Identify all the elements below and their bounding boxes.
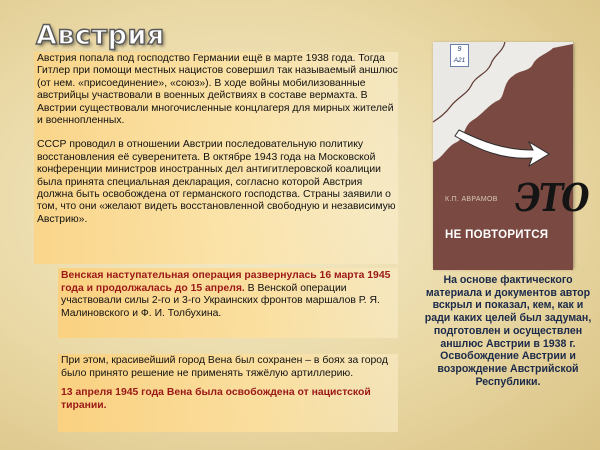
main-text-box (34, 52, 398, 264)
book-caption: На основе фактического материала и документов автор вскрыл и показал, кем, как и ради каких целей был задуман, подготовлен и осуществлен аншлюс Австрии в 1938 г. Освобождение Австрии и возрождение Австрийской Республики. (424, 274, 592, 388)
vienna-text: При этом, красивейший город Вена был сохранен – в боях за город было принято решение не применять тяжёлую артиллерию. (61, 355, 388, 379)
book-author: К.П. АВРАМОВ (445, 196, 498, 203)
vienna-text-box (58, 354, 398, 432)
ussr-paragraph: СССР проводил в отношении Австрии последовательную политику восстановления её суверенитета. В октябре 1943 года на Московской конференции министров иностранных дел антигитлеровской коалиции была принята специальная декларация, согласно которой Австрия должна быть освобождена от германского господства. Страны заявили о том, что они «желают видеть восстановленной свободную и независимую Австрию». (37, 139, 396, 225)
operation-highlight: Венская наступательная операция развернулась 16 марта 1945 года и продолжалась до 15 апреля. (61, 270, 391, 294)
slide-title: Австрия (36, 20, 165, 51)
operation-text: В Венской операции участвовали силы 2-го и 3-го Украинских фронтов маршалов Р. Я. Малиновского и Ф. И. Толбухина. (61, 282, 380, 319)
intro-paragraph: Австрия попала под господство Германии ещё в марте 1938 года. Тогда Гитлер при помощи местных нацистов совершил так называемый аншлюс (от нем. «присоединение», «союз»). В ходе войны мобилизованные австрийцы участвовали в военных действиях в составе вермахта. В Австрии существовали многочисленные концлагеря для мирных жителей и военнопленных. (37, 53, 398, 127)
book-cover-image (433, 42, 588, 268)
library-sticker (450, 44, 469, 67)
book-title-line2: НЕ ПОВТОРИТСЯ (445, 229, 549, 241)
book-title-line1: ЭТО (515, 175, 588, 220)
sticker-number: 9 (457, 46, 462, 53)
sticker-code: А21 (453, 57, 466, 64)
vienna-highlight: 13 апреля 1945 года Вена была освобождена от нацистской тирании. (61, 387, 371, 411)
operation-text-box (58, 268, 398, 338)
